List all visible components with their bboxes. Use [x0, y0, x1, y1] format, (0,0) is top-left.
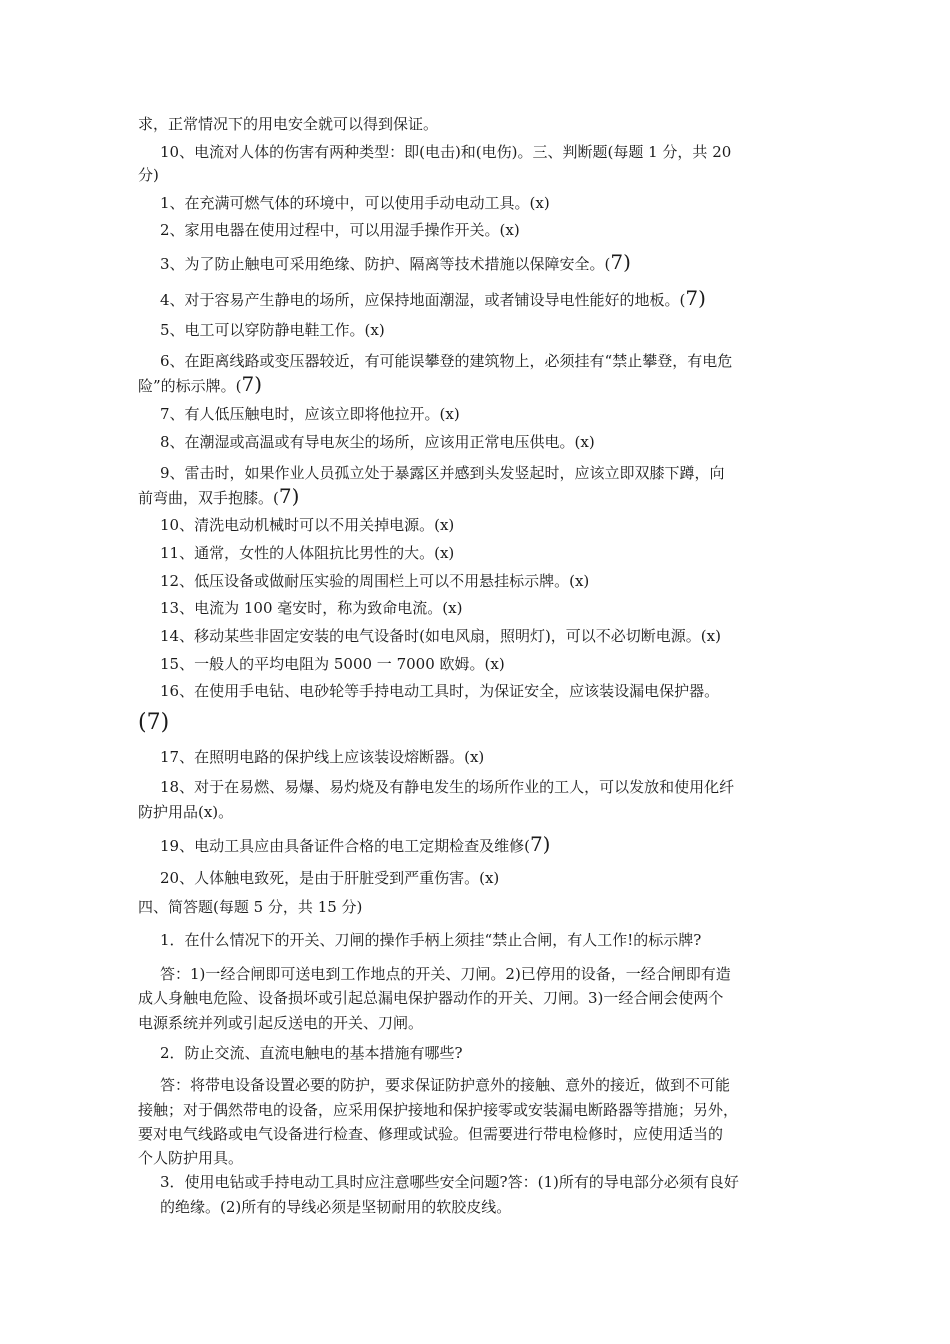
- answer-2-line-3: 要对电气线路或电气设备进行检查、修理或试验。但需要进行带电检修时，应使用适当的: [138, 1125, 724, 1143]
- text-line: 分): [138, 166, 159, 184]
- judgment-item-3: [160, 252, 631, 274]
- judgment-item-5: 5、电工可以穿防静电鞋工作。(x): [160, 321, 385, 339]
- item-answer: 7): [685, 286, 706, 310]
- judgment-item-9-cont: [138, 486, 299, 508]
- text-line: 10、电流对人体的伤害有两种类型：即(电击)和(电伤)。三、判断题(每题 1 分，共 20: [160, 143, 732, 161]
- answer-1-line-2: 成人身触电危险、设备损坏或引起总漏电保护器动作的开关、刀闸。3)一经合闸会使两个: [138, 989, 724, 1007]
- text-line: 求，正常情况下的用电安全就可以得到保证。: [138, 115, 439, 133]
- judgment-item-15: 15、一般人的平均电阻为 5000 一 7000 欧姆。(x): [160, 655, 505, 673]
- item-text: 3、为了防止触电可采用绝缘、防护、隔离等技术措施以保障安全。(: [160, 255, 611, 273]
- item-text: 19、电动工具应由具备证件合格的电工定期检查及维修(: [160, 837, 530, 855]
- judgment-item-4: [160, 288, 706, 310]
- answer-1-line-3: 电源系统并列或引起反送电的开关、刀闸。: [138, 1014, 424, 1032]
- question-3: 3．使用电钻或手持电动工具时应注意哪些安全问题?答：(1)所有的导电部分必须有良好: [160, 1173, 739, 1191]
- judgment-item-18: 18、对于在易燃、易爆、易灼烧及有静电发生的场所作业的工人，可以发放和使用化纤: [160, 778, 735, 796]
- section-heading: 四、简答题(每题 5 分，共 15 分): [138, 898, 363, 916]
- judgment-item-14: 14、移动某些非固定安装的电气设备时(如电风扇，照明灯)，可以不必切断电源。(x): [160, 627, 721, 645]
- item-text: 险”的标示牌。(: [138, 377, 242, 395]
- answer-1-line-1: 答：1)一经合闸即可送电到工作地点的开关、刀闸。2)已停用的设备，一经合闸即有造: [160, 965, 731, 983]
- answer-2-line-2: 接触；对于偶然带电的设备，应采用保护接地和保护接零或安装漏电断路器等措施；另外，: [138, 1101, 739, 1119]
- judgment-item-12: 12、低压设备或做耐压实验的周围栏上可以不用悬挂标示牌。(x): [160, 572, 590, 590]
- judgment-item-17: 17、在照明电路的保护线上应该装设熔断器。(x): [160, 748, 485, 766]
- judgment-item-11: 11、通常，女性的人体阻抗比男性的大。(x): [160, 544, 455, 562]
- item-answer: 7): [278, 484, 300, 508]
- item-text: 前弯曲，双手抱膝。(: [138, 489, 279, 507]
- item-answer: 7): [529, 832, 551, 856]
- item-answer: 7): [241, 372, 263, 396]
- question-1: 1．在什么情况下的开关、刀闸的操作手柄上须挂“禁止合闸，有人工作!的标示牌?: [160, 931, 702, 949]
- judgment-item-7: 7、有人低压触电时，应该立即将他拉开。(x): [160, 405, 460, 423]
- judgment-item-13: 13、电流为 100 毫安时，称为致命电流。(x): [160, 599, 463, 617]
- judgment-item-20: 20、人体触电致死，是由于肝脏受到严重伤害。(x): [160, 869, 500, 887]
- item-answer: 7): [610, 250, 631, 274]
- judgment-item-18-cont: 防护用品(x)。: [138, 803, 234, 821]
- judgment-item-16: 16、在使用手电钻、电砂轮等手持电动工具时，为保证安全，应该装设漏电保护器。: [160, 682, 720, 700]
- question-2: 2．防止交流、直流电触电的基本措施有哪些?: [160, 1044, 463, 1062]
- judgment-item-10: 10、清洗电动机械时可以不用关掉电源。(x): [160, 516, 455, 534]
- judgment-item-9: 9、雷击时，如果作业人员孤立处于暴露区并感到头发竖起时，应该立即双膝下蹲，向: [160, 464, 725, 482]
- answer-3-cont: 的绝缘。(2)所有的导线必须是坚韧耐用的软胶皮线。: [160, 1198, 512, 1216]
- judgment-item-6: 6、在距离线路或变压器较近，有可能误攀登的建筑物上，必须挂有“禁止攀登，有电危: [160, 352, 733, 370]
- judgment-item-1: 1、在充满可燃气体的环境中，可以使用手动电动工具。(x): [160, 194, 550, 212]
- item-text: 4、对于容易产生静电的场所，应保持地面潮湿，或者铺设导电性能好的地板。(: [160, 291, 686, 309]
- judgment-item-6-cont: [138, 374, 262, 396]
- judgment-item-19: [160, 834, 550, 856]
- judgment-item-8: 8、在潮湿或高温或有导电灰尘的场所，应该用正常电压供电。(x): [160, 433, 595, 451]
- answer-2-line-1: 答：将带电设备设置必要的防护，要求保证防护意外的接触、意外的接近，做到不可能: [160, 1076, 731, 1094]
- judgment-item-16-answer: (7): [138, 710, 170, 735]
- judgment-item-2: 2、家用电器在使用过程中，可以用湿手操作开关。(x): [160, 221, 520, 239]
- answer-2-line-4: 个人防护用具。: [138, 1149, 244, 1167]
